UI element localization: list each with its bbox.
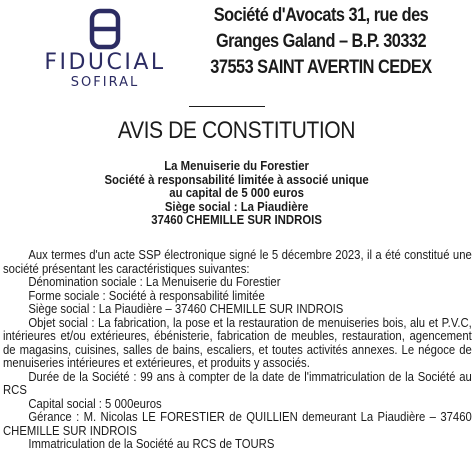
company-summary — [0, 160, 473, 228]
body-immatriculation: Immatriculation de la Société au RCS de TOURS — [28, 437, 275, 451]
company-seat: Siège social : La Piaudière — [164, 199, 309, 214]
logo-sub-text: SOFIRAL — [70, 75, 140, 90]
body-gerance: Gérance : M. Nicolas LE FORESTIER de QUILLIEN demeurant La Piaudière – 37460 CHEMILLE SUR INDROIS — [3, 410, 472, 438]
fiducial-emblem-icon — [89, 8, 121, 50]
body-capital: Capital social : 5 000euros — [28, 396, 162, 411]
body-objet: Objet social : La fabrication, la pose et la restauration de menuiseries bois, alu et P.V.C, intérieures et/ou extérieures, ébénisterie, fabrication de meubles, restauration, agencement de magasins, cuisines, salles de bains, escaliers, et toutes activités annexes. Le négoce de menuiseries intérieures et extérieures, et produits y associés. — [3, 315, 472, 370]
header-divider — [189, 106, 265, 107]
notice-title: AVIS DE CONSTITUTION — [117, 117, 356, 144]
company-city: 37460 CHEMILLE SUR INDROIS — [151, 213, 322, 227]
company-name: La Menuiserie du Forestier — [164, 159, 309, 173]
fiducial-sofiral-logo — [30, 8, 180, 90]
body-intro: Aux termes d'un acte SSP électronique signé le 5 décembre 2023, il a été constitué une société présentant les caractéristiques suivantes: — [3, 248, 472, 276]
body-siege: Siège social : La Piaudière – 37460 CHEMILLE SUR INDROIS — [28, 302, 344, 316]
address-line-2: Granges Galand – B.P. 30332 — [215, 31, 427, 52]
law-firm-address — [205, 3, 437, 81]
address-line-1: Société d'Avocats 31, rue des — [213, 5, 429, 26]
logo-brand-text: FIDUCIAL — [44, 50, 166, 75]
address-line-3: 37553 SAINT AVERTIN CEDEX — [210, 57, 432, 78]
body-forme: Forme sociale : Société à responsabilité limitée — [28, 288, 265, 303]
notice-body — [3, 249, 472, 452]
company-type: Société à responsabilité limitée à associé unique — [104, 172, 369, 187]
body-duree: Durée de la Société : 99 ans à compter de la date de l'immatriculation de la Société au RCS — [3, 369, 472, 397]
body-denomination: Dénomination sociale : La Menuiserie du Forestier — [28, 275, 281, 289]
company-capital: au capital de 5 000 euros — [169, 186, 304, 200]
